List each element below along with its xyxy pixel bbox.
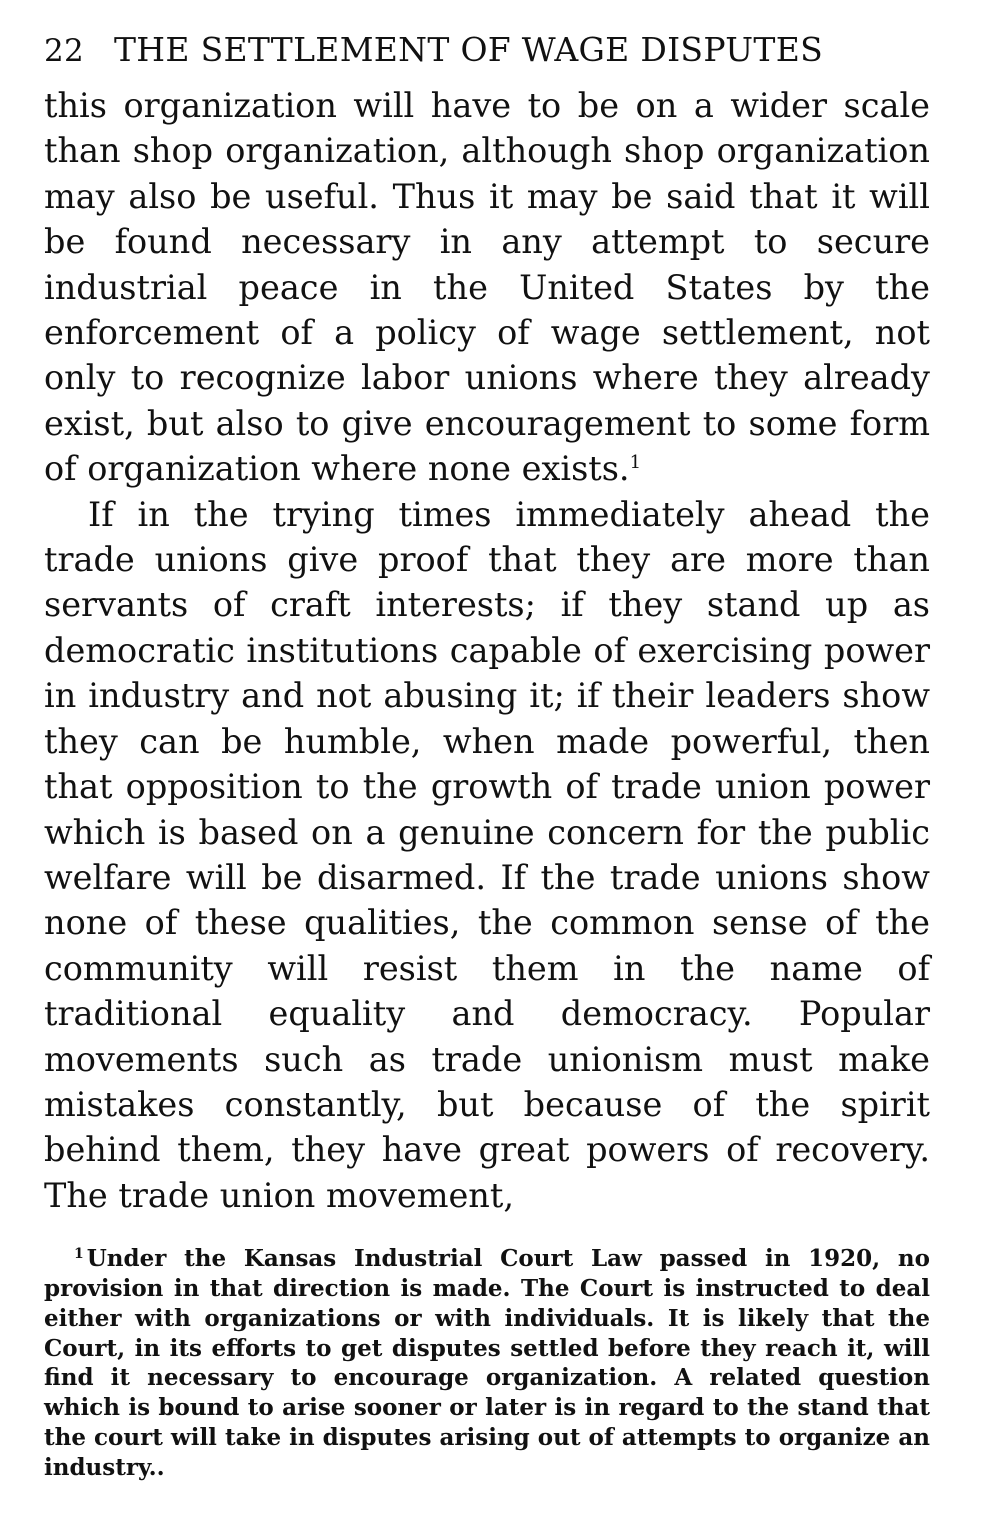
running-header [44, 30, 930, 71]
body-text [44, 83, 930, 1218]
paragraph [44, 492, 930, 1219]
page-number: 22 [44, 33, 85, 69]
running-title: THE SETTLEMENT OF WAGE DISPUTES [114, 30, 823, 69]
paragraph [44, 83, 930, 492]
footnote-reference[interactable]: 1 [629, 452, 642, 474]
paragraph-text: this organization will have to be on a wider scale than shop organization, although shop organization may also be useful. Thus it may be said that it will be found necessary in any attempt to secure industrial peace in the United States by the enforcement of a policy of wage settlement, not only to recognize labor unions where they already exist, but also to give encouragement to some form of organization where none exists. [44, 86, 930, 489]
footnote-marker: 1 [74, 1245, 84, 1262]
footnote-text: Under the Kansas Industrial Court Law passed in 1920, no provision in that direction is made. The Court is instructed to deal either with organizations or with individuals. It is likely that the Court, in its efforts to get disputes settled before they reach it, will find it necessary to encourage organization. A related question which is bound to arise sooner or later is in regard to the stand that the court will take in disputes arising out of attempts to organize an industry.. [44, 1245, 930, 1481]
book-page [44, 30, 930, 1483]
footnotes [44, 1244, 930, 1482]
paragraph-text: If in the trying times immediately ahead the trade unions give proof that they are more than servants of craft interests; if they stand up as democratic institutions capable of exercising power in industry and not abusing it; if their leaders show they can be humble, when made powerful, then that opposition to the growth of trade union power which is based on a genuine concern for the public welfare will be disarmed. If the trade unions show none of these qualities, the common sense of the community will resist them in the name of traditional equality and democracy. Popular movements such as trade unionism must make mistakes constantly, but because of the spirit behind them, they have great powers of recovery. The trade union movement, [44, 494, 930, 1215]
footnote [44, 1244, 930, 1482]
